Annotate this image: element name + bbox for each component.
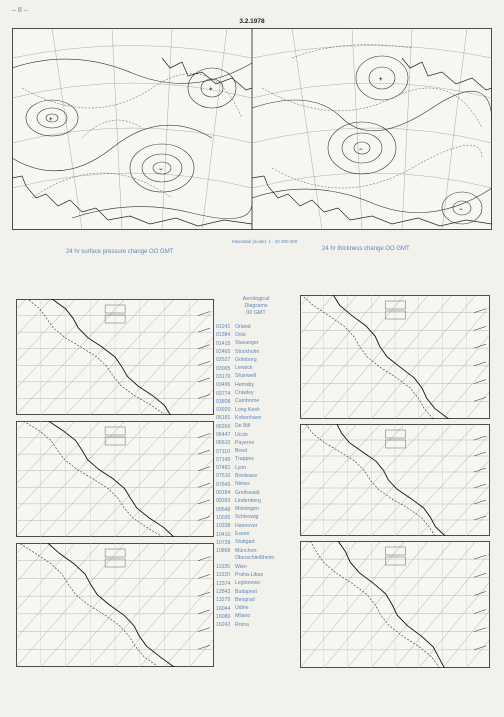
station-row: [216, 596, 296, 604]
station-name: München-Oberschleißheim: [235, 548, 275, 562]
station-name: Goteborg: [235, 356, 257, 363]
station-row: [216, 539, 296, 547]
station-name: Uccle: [235, 431, 248, 438]
station-name: Payerne: [235, 439, 255, 446]
station-code: 16080: [216, 613, 231, 620]
station-code: 09548: [216, 506, 231, 513]
station-row: [216, 423, 296, 431]
thickness-change-caption: 24 hr thickness change OO GMT: [322, 246, 410, 252]
station-code: 07110: [216, 448, 231, 455]
station-row: [216, 530, 296, 538]
station-row: [216, 373, 296, 381]
station-row: [216, 439, 296, 447]
svg-text:−: −: [159, 167, 163, 173]
station-name: Lerwick: [235, 365, 253, 372]
station-row: [216, 547, 296, 563]
station-row: [216, 580, 296, 588]
station-row: [216, 613, 296, 621]
station-row: [216, 447, 296, 455]
station-name: Crawley: [235, 390, 254, 397]
station-name: Brest: [235, 448, 248, 455]
station-row: [216, 331, 296, 339]
weather-maps: [12, 28, 492, 230]
station-name: Camborne: [235, 398, 260, 405]
station-row: [216, 489, 296, 497]
station-code: 12374: [216, 580, 231, 587]
station-row: [216, 381, 296, 389]
station-name: Schleswig: [235, 514, 259, 521]
station-name: Essen: [235, 531, 250, 538]
station-name: Wien: [235, 563, 247, 570]
station-row: [216, 522, 296, 530]
station-code: 13275: [216, 597, 231, 604]
station-row: [216, 406, 296, 414]
map-scale: Massstab (scale): 1 : 40 000 000: [232, 239, 298, 244]
aerological-diagram: [300, 295, 490, 419]
station-code: 07145: [216, 456, 231, 463]
station-code: 06610: [216, 440, 231, 447]
station-name: Long Kesh: [235, 406, 260, 413]
station-code: 09184: [216, 490, 231, 497]
station-row: [216, 605, 296, 613]
station-code: 06181: [216, 415, 231, 422]
station-name: Meiningen: [235, 506, 259, 513]
station-code: 09393: [216, 498, 231, 505]
station-name: Kobenhavn: [235, 414, 262, 421]
station-code: 01415: [216, 340, 231, 347]
station-row: [216, 563, 296, 571]
aerological-diagram: [300, 424, 490, 536]
station-row: [216, 356, 296, 364]
station-code: 10338: [216, 523, 231, 530]
svg-text:+: +: [49, 117, 53, 123]
station-row: [216, 348, 296, 356]
station-name: Stuttgart: [235, 539, 255, 546]
station-name: Trappes: [235, 456, 254, 463]
station-row: [216, 431, 296, 439]
station-code: 03774: [216, 390, 231, 397]
station-name: Milano: [235, 613, 251, 620]
svg-text:+: +: [209, 87, 213, 93]
station-code: 01241: [216, 324, 231, 331]
station-name: Stavanger: [235, 340, 259, 347]
station-row: [216, 506, 296, 514]
station-name: Bordeaux: [235, 472, 258, 479]
station-list: [216, 323, 296, 629]
station-name: Budapest: [235, 588, 257, 595]
station-code: 03496: [216, 382, 231, 389]
station-code: 10035: [216, 514, 231, 521]
station-row: [216, 364, 296, 372]
station-list-panel: [216, 296, 296, 629]
aerological-diagram: [16, 421, 214, 537]
aerological-diagram: [16, 543, 214, 667]
station-code: 12843: [216, 589, 231, 596]
station-row: [216, 340, 296, 348]
station-code: 16242: [216, 622, 231, 629]
page-date: 3.2.1978: [239, 18, 265, 25]
station-name: Stockholm: [235, 348, 260, 355]
station-code: 10868: [216, 548, 231, 555]
station-name: Hannover: [235, 522, 258, 529]
station-code: 02527: [216, 357, 231, 364]
station-name: Udine: [235, 605, 249, 612]
station-code: 01384: [216, 332, 231, 339]
svg-text:−: −: [459, 207, 463, 213]
station-code: 10410: [216, 531, 231, 538]
station-code: 10739: [216, 539, 231, 546]
station-code: 07510: [216, 473, 231, 480]
station-code: 03808: [216, 398, 231, 405]
station-name: Hemsby: [235, 381, 255, 388]
aerological-diagram: [16, 299, 214, 415]
station-row: [216, 621, 296, 629]
station-row: [216, 389, 296, 397]
svg-text:−: −: [359, 147, 363, 153]
station-name: Shanwell: [235, 373, 257, 380]
station-code: 03920: [216, 407, 231, 414]
station-name: Orland: [235, 323, 251, 330]
station-row: [216, 514, 296, 522]
station-name: Praha-Libus: [235, 571, 263, 578]
station-code: 11520: [216, 572, 231, 579]
station-row: [216, 571, 296, 579]
station-name: Lindenberg: [235, 497, 261, 504]
station-code: 07645: [216, 481, 231, 488]
station-row: [216, 472, 296, 480]
station-row: [216, 481, 296, 489]
station-name: Legionowo: [235, 580, 261, 587]
station-name: Roma: [235, 621, 249, 628]
station-name: Beograd: [235, 596, 255, 603]
station-code: 07481: [216, 465, 231, 472]
station-row: [216, 323, 296, 331]
station-list-title: Aerological Diagrams 00 GMT: [242, 296, 270, 316]
station-code: 11035: [216, 564, 231, 571]
station-name: Nimes: [235, 481, 250, 488]
station-name: Oslo: [235, 331, 246, 338]
pressure-change-caption: 24 hr surface pressure change OO GMT: [66, 249, 174, 255]
station-row: [216, 497, 296, 505]
aerological-diagram: [300, 541, 490, 668]
weather-map-svg: [12, 28, 492, 230]
station-row: [216, 398, 296, 406]
station-code: 03005: [216, 365, 231, 372]
station-name: De Bilt: [235, 423, 251, 430]
svg-text:+: +: [379, 77, 383, 83]
station-code: 16044: [216, 605, 231, 612]
station-row: [216, 456, 296, 464]
station-row: [216, 588, 296, 596]
page-number: – 8 –: [12, 7, 28, 14]
station-code: 06447: [216, 432, 231, 438]
station-code: 02465: [216, 349, 231, 356]
station-name: Greifswald: [235, 489, 260, 496]
station-code: 06260: [216, 423, 231, 430]
station-row: [216, 464, 296, 472]
station-row: [216, 414, 296, 422]
station-name: Lyon: [235, 464, 247, 471]
station-code: 03170: [216, 373, 231, 380]
